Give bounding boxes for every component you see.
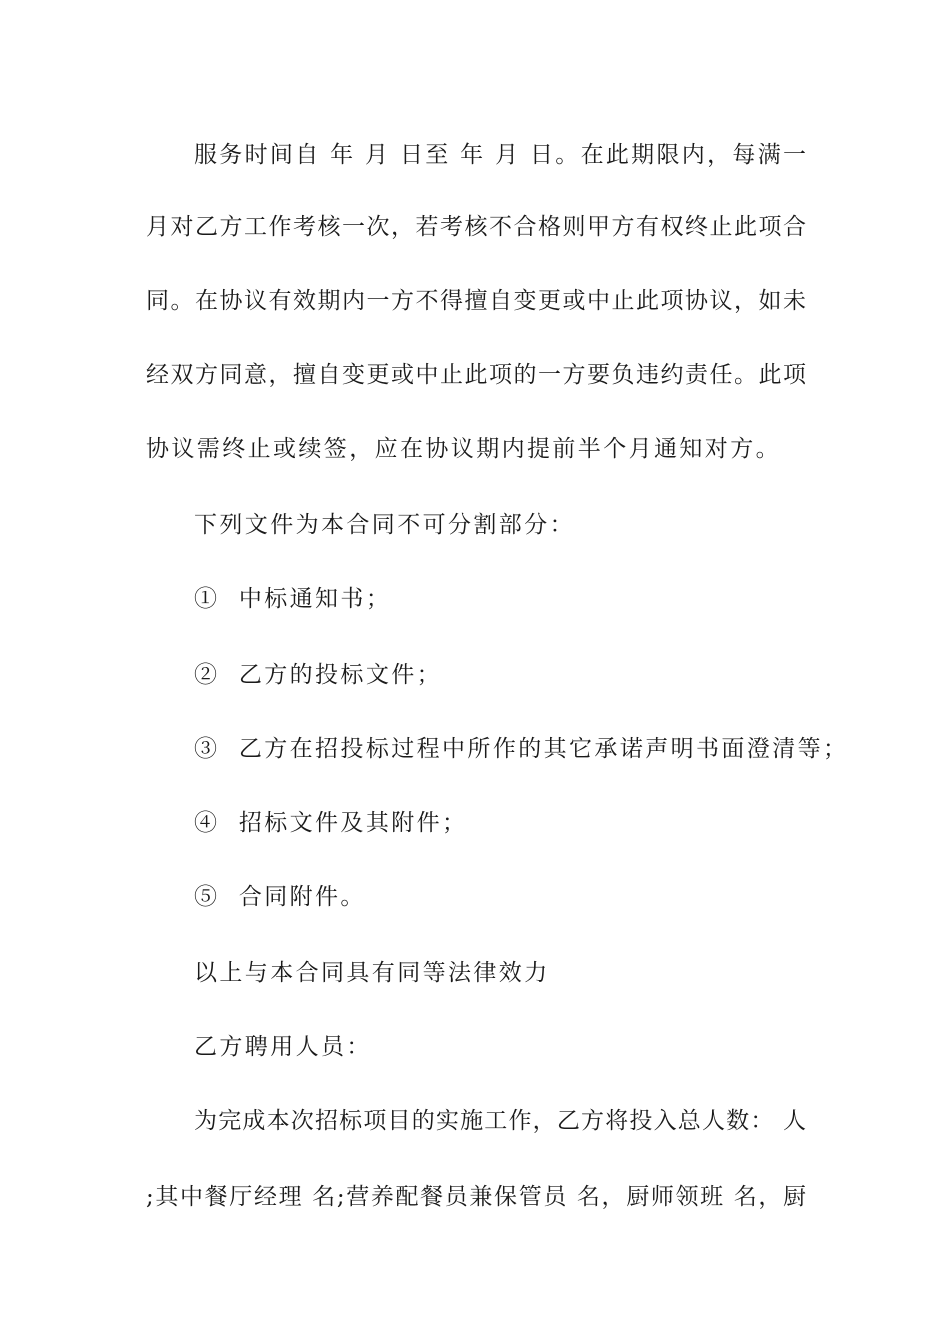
paragraph-2-line-1: 为完成本次招标项目的实施工作，乙方将投入总人数： 人	[194, 1108, 806, 1134]
paragraph-1-line-3: 同。在协议有效期内一方不得擅自变更或中止此项协议，如未	[146, 288, 806, 314]
list-item-2: ② 乙方的投标文件；	[194, 662, 443, 688]
paragraph-1-line-4: 经双方同意，擅自变更或中止此项的一方要负违约责任。此项	[146, 362, 806, 388]
list-item-4: ④ 招标文件及其附件；	[194, 810, 468, 836]
paragraph-2-line-2: ;其中餐厅经理 名;营养配餐员兼保管员 名，厨师领班 名，厨	[146, 1184, 806, 1210]
list-item-3: ③ 乙方在招投标过程中所作的其它承诺声明书面澄清等；	[194, 736, 849, 762]
staff-heading: 乙方聘用人员：	[194, 1034, 372, 1060]
equal-effect-statement: 以上与本合同具有同等法律效力	[194, 960, 550, 986]
list-item-1: ① 中标通知书；	[194, 586, 392, 612]
list-intro: 下列文件为本合同不可分割部分：	[194, 512, 575, 538]
paragraph-1-line-1: 服务时间自 年 月 日至 年 月 日。在此期限内，每满一	[194, 142, 806, 168]
list-item-5: ⑤ 合同附件。	[194, 884, 366, 910]
paragraph-1-line-2: 月对乙方工作考核一次，若考核不合格则甲方有权终止此项合	[146, 214, 806, 240]
paragraph-1-line-5: 协议需终止或续签，应在协议期内提前半个月通知对方。	[146, 436, 781, 462]
